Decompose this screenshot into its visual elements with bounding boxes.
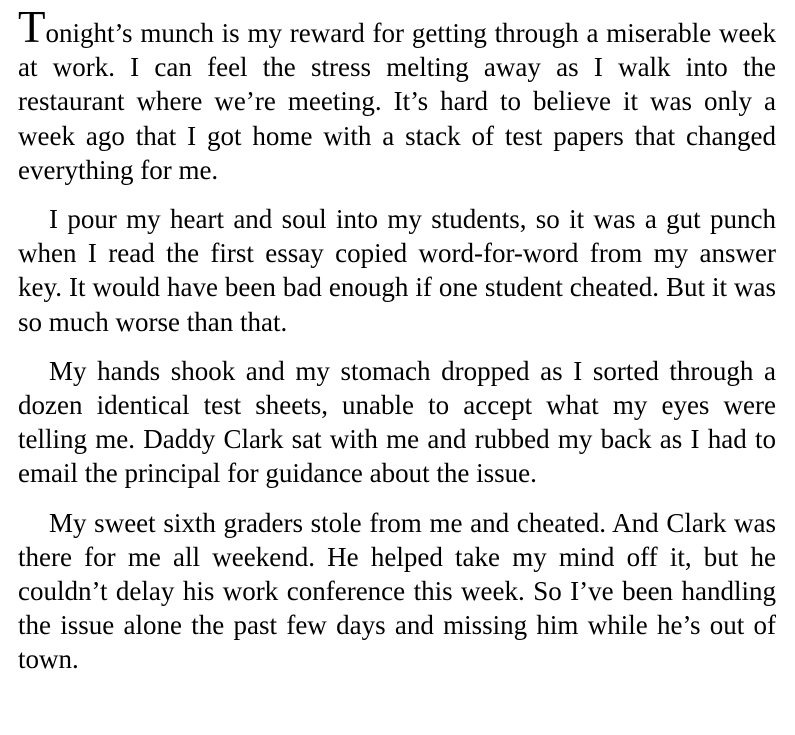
paragraph-1-text: onight’s munch is my reward for getting through a miserable week at work. I can feel the stress melting away as I walk into the restaurant where we’re meeting. It’s hard to believe it was only a week ago that I got home with a stack of test papers that changed everything for me.: [18, 18, 776, 185]
paragraph-3: My hands shook and my stomach dropped as I sorted through a dozen identical test sheets, unable to accept what my eyes were telling me. Daddy Clark sat with me and rubbed my back as I had to email the principal for guidance about the issue.: [18, 355, 776, 489]
drop-cap: T: [18, 2, 46, 52]
paragraph-2: I pour my heart and soul into my students, so it was a gut punch when I read the first essay copied word-for-word from my answer key. It would have been bad enough if one student cheated. But it was so much worse than that.: [18, 204, 776, 337]
paragraph-1: [18, 2, 776, 187]
paragraph-4: My sweet sixth graders stole from me and cheated. And Clark was there for me all weekend. He helped take my mind off it, but he couldn’t delay his work conference this week. So I’ve been handling the issue alone the past few days and missing him while he’s out of town.: [18, 507, 776, 675]
